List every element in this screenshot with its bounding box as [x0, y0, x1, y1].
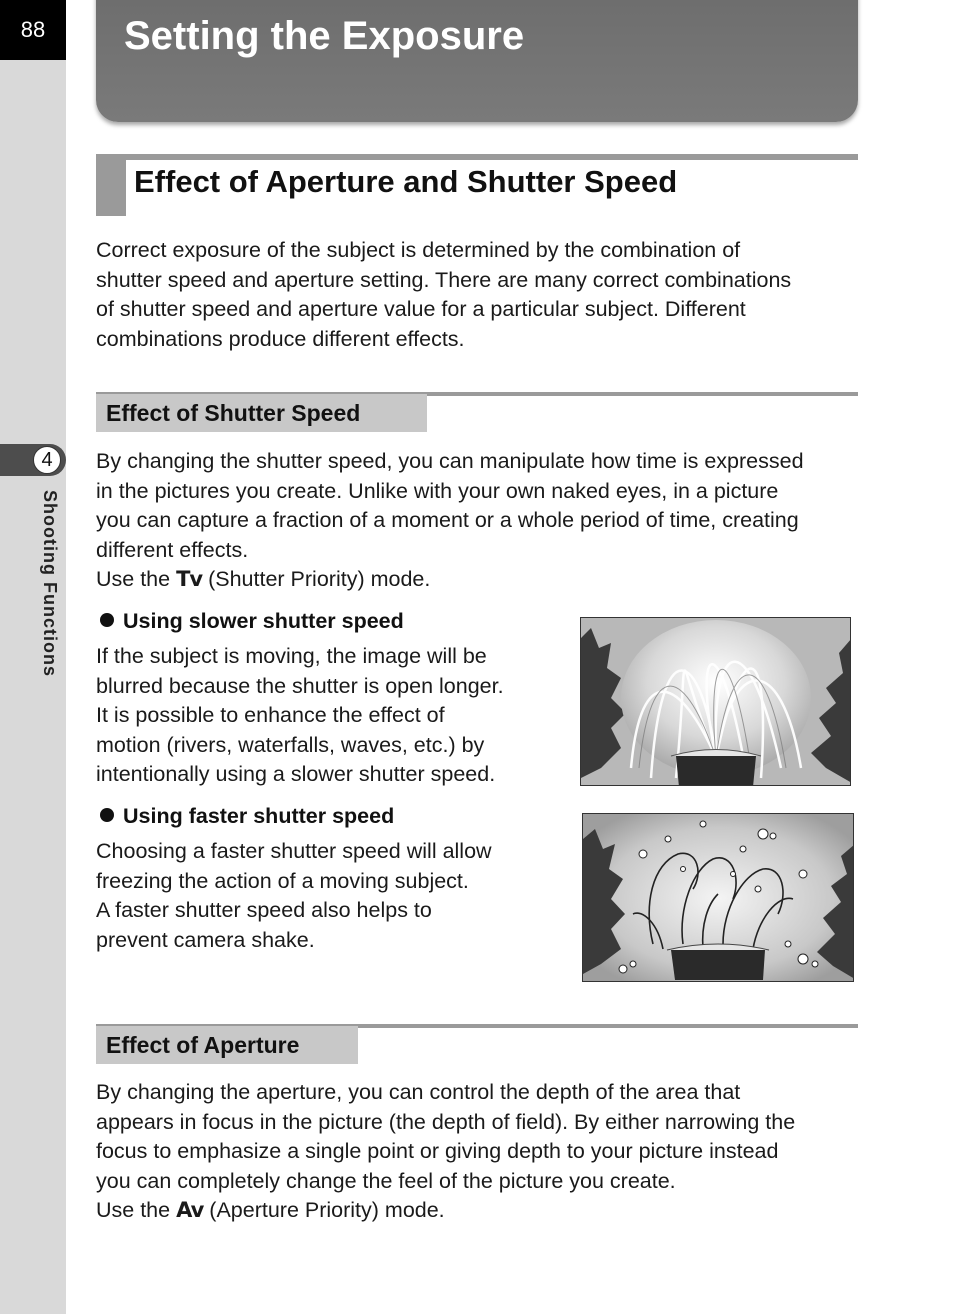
shutter-line: different effects.: [96, 537, 249, 562]
frozen-fountain-illustration: [582, 813, 854, 982]
intro-paragraph: [96, 236, 866, 354]
section-title: Effect of Aperture and Shutter Speed: [134, 164, 678, 199]
intro-line: combinations produce different effects.: [96, 326, 465, 351]
av-mode-icon: Av: [176, 1198, 204, 1222]
use-suffix: (Aperture Priority) mode.: [209, 1198, 445, 1222]
chapter-number: 4: [33, 446, 61, 474]
use-prefix: Use the: [96, 567, 171, 591]
blurred-fountain-illustration: [580, 617, 851, 786]
use-prefix: Use the: [96, 1198, 171, 1222]
shutter-line: By changing the shutter speed, you can manipulate how time is expressed: [96, 449, 804, 473]
slower-line: It is possible to enhance the effect of: [96, 703, 445, 727]
slower-line: intentionally using a slower shutter speed.: [96, 762, 496, 786]
slower-line: blurred because the shutter is open longer.: [96, 673, 504, 698]
page-title: Setting the Exposure: [124, 14, 525, 58]
slower-line: motion (rivers, waterfalls, waves, etc.) by: [96, 732, 485, 757]
aperture-line: you can completely change the feel of the picture you create.: [96, 1168, 676, 1193]
intro-line: Correct exposure of the subject is determined by the combination of: [96, 238, 741, 262]
shutter-paragraph: [96, 447, 866, 595]
intro-line: of shutter speed and aperture value for a particular subject. Different: [96, 297, 746, 321]
faster-line: A faster shutter speed also helps to: [96, 898, 432, 922]
intro-line: shutter speed and aperture setting. There are many correct combinations: [96, 267, 792, 292]
shutter-line: in the pictures you create. Unlike with your own naked eyes, in a picture: [96, 478, 779, 503]
use-suffix: (Shutter Priority) mode.: [208, 567, 431, 591]
faster-shutter-heading: [100, 804, 394, 829]
faster-line: prevent camera shake.: [96, 927, 315, 952]
slower-shutter-text: [96, 642, 556, 790]
section-marker: [96, 154, 126, 216]
shutter-heading: Effect of Shutter Speed: [96, 394, 427, 432]
bullet-icon: [100, 613, 114, 627]
tv-mode-icon: Tv: [176, 567, 203, 591]
aperture-heading: Effect of Aperture: [96, 1026, 358, 1064]
aperture-line: focus to emphasize a single point or giving depth to your picture instead: [96, 1139, 779, 1163]
section-rule: [96, 154, 858, 160]
slower-heading-text: Using slower shutter speed: [123, 609, 404, 633]
shutter-line: you can capture a fraction of a moment or a whole period of time, creating: [96, 508, 799, 532]
chapter-label: Shooting Functions: [40, 490, 60, 677]
aperture-line: appears in focus in the picture (the depth of field). By either narrowing the: [96, 1109, 796, 1134]
bullet-icon: [100, 808, 114, 822]
faster-line: freezing the action of a moving subject.: [96, 868, 469, 893]
faster-shutter-text: [96, 837, 556, 955]
page-number: 88: [0, 0, 66, 60]
faster-heading-text: Using faster shutter speed: [123, 804, 395, 828]
aperture-line: By changing the aperture, you can control the depth of the area that: [96, 1080, 741, 1104]
faster-line: Choosing a faster shutter speed will allow: [96, 839, 492, 863]
aperture-paragraph: [96, 1078, 866, 1226]
slower-line: If the subject is moving, the image will be: [96, 644, 487, 668]
slower-shutter-heading: [100, 609, 404, 634]
